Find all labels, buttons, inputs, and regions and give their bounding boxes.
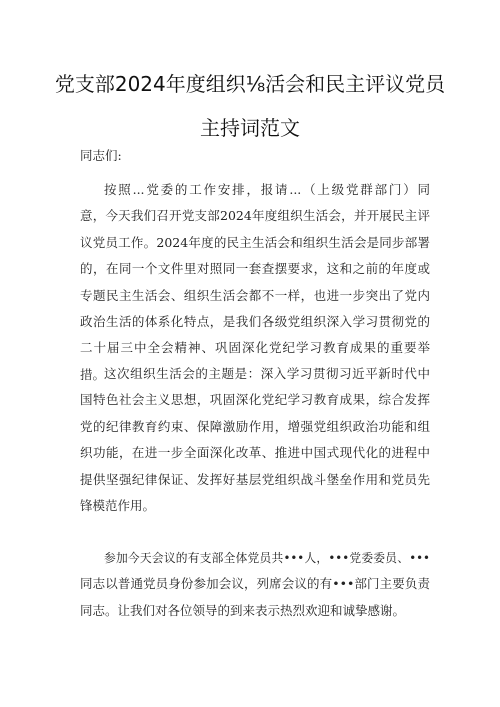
paragraph-line: 织功能，在进一步全面深化改革、推进中国式现代化的进程中 — [80, 445, 430, 461]
paragraph-line: 意，今天我们召开党支部2024年度组织生活会，并开展民主评 — [80, 208, 430, 224]
document-title-line-1: 党支部2024年度组织⅛活会和民主评议党员 — [54, 72, 446, 96]
paragraph-line: 议党员工作。2024年度的民主生活会和组织生活会是同步部署 — [80, 234, 430, 250]
paragraph-line: 国特色社会主义思想，巩固深化党纪学习教育成果，综合发挥 — [80, 392, 430, 408]
document-title-line-2: 主持词范文 — [200, 116, 300, 140]
paragraph-line: 提供坚强纪律保证、发挥好基层党组织战斗堡垒作用和党员先 — [80, 471, 430, 487]
paragraph-line: 党的纪律教育约束、保障激励作用，增强党组织政治功能和组 — [80, 418, 430, 434]
paragraph-line: 政治生活的体系化特点，是我们各级党组织深入学习贯彻党的 — [80, 313, 430, 329]
paragraph-1 — [80, 177, 430, 388]
paragraph-3 — [80, 545, 430, 624]
paragraph-line: 的，在同一个文件里对照同一套查摆要求，这和之前的年度或 — [80, 261, 430, 277]
paragraph-line: 同志以普通党员身份参加会议，列席会议的有•••部门主要负责 — [80, 576, 430, 592]
paragraph-2 — [80, 361, 430, 519]
salutation: 同志们: — [80, 148, 122, 163]
paragraph-line: 锋模范作用。 — [80, 497, 156, 513]
paragraph-line: 措。 — [80, 366, 106, 382]
paragraph-line: 参加今天会议的有支部全体党员共•••人，•••党委委员、••• — [104, 551, 430, 565]
paragraph-line: 这次组织生活会的主题是：深入学习贯彻习近平新时代中 — [104, 366, 430, 381]
paragraph-line: 同志。让我们对各位领导的到来表示热烈欢迎和诚挚感谢。 — [80, 602, 406, 618]
paragraph-line: 专题民主生活会、组织生活会都不一样，也进一步突出了党内 — [80, 287, 430, 303]
paragraph-line: 二十届三中全会精神、巩固深化党纪学习教育成果的重要举 — [80, 340, 430, 356]
paragraph-line: 按照...党委的工作安排，报请...（上级党群部门）同 — [104, 182, 430, 197]
